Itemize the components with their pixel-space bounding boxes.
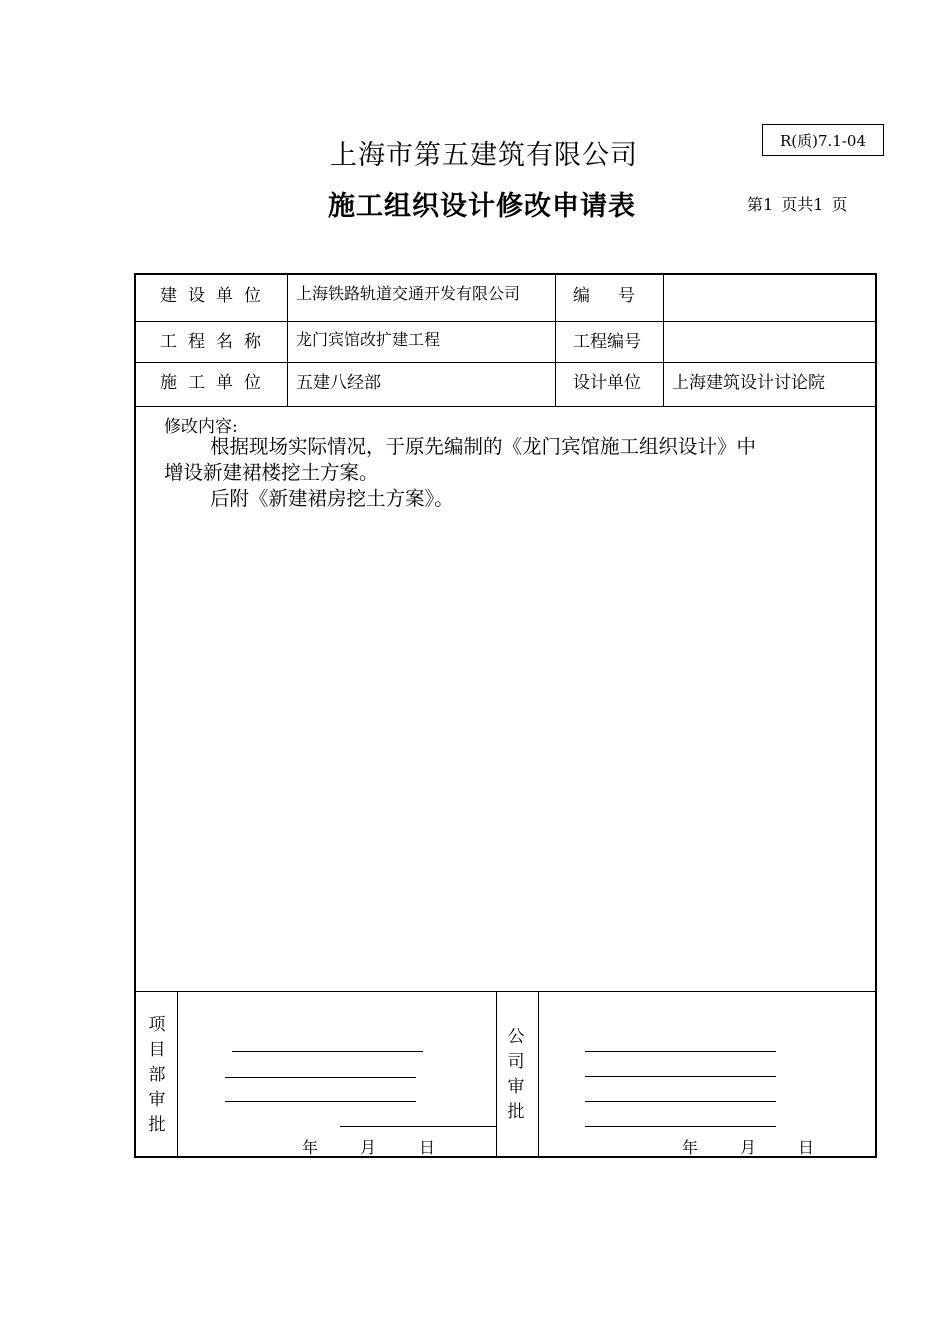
label-char: 批 — [148, 1115, 166, 1135]
modification-heading: 修改内容: — [164, 417, 238, 437]
signature-line[interactable] — [232, 1051, 423, 1052]
project-number-label: 工程编号 — [573, 332, 641, 352]
date-month: 月 — [360, 1138, 377, 1157]
project-name-value: 龙门宾馆改扩建工程 — [296, 330, 441, 349]
label-char: 司 — [507, 1052, 525, 1072]
label-char: 批 — [507, 1102, 525, 1122]
signature-line[interactable] — [585, 1101, 776, 1102]
label-char: 项 — [148, 1015, 166, 1035]
date-day: 日 — [419, 1138, 436, 1157]
content-line: 根据现场实际情况，于原先编制的《龙门宾馆施工组织设计》中 — [210, 435, 757, 458]
contractor-label: 施工单位 — [160, 373, 272, 393]
design-unit-value: 上海建筑设计讨论院 — [672, 373, 825, 393]
construction-unit-value: 上海铁路轨道交通开发有限公司 — [296, 284, 521, 303]
document-title: 施工组织设计修改申请表 — [328, 191, 636, 222]
date-year: 年 — [302, 1138, 319, 1157]
project-name-label: 工程名称 — [160, 332, 272, 352]
row-divider — [136, 406, 875, 407]
date-day: 日 — [798, 1138, 815, 1157]
project-dept-approval-label — [147, 1013, 167, 1138]
date-month: 月 — [740, 1138, 757, 1157]
signature-line[interactable] — [340, 1126, 496, 1127]
contractor-value: 五建八经部 — [296, 373, 381, 393]
column-divider — [287, 275, 288, 406]
signature-line[interactable] — [585, 1076, 776, 1077]
company-name: 上海市第五建筑有限公司 — [330, 140, 638, 171]
modification-content — [164, 434, 756, 512]
column-divider — [177, 991, 178, 1156]
row-divider — [136, 321, 875, 322]
page-info: 第1 页共1 页 — [747, 195, 848, 214]
construction-unit-label: 建设单位 — [160, 286, 272, 306]
label-char: 目 — [148, 1040, 166, 1060]
content-line: 后附《新建裙房挖土方案》。 — [210, 487, 454, 510]
label-char: 公 — [507, 1027, 525, 1047]
signature-line[interactable] — [585, 1126, 776, 1127]
company-approval-label — [506, 1025, 526, 1125]
column-divider — [663, 275, 664, 406]
signature-line[interactable] — [225, 1077, 416, 1078]
column-divider — [538, 991, 539, 1156]
row-divider — [136, 362, 875, 363]
label-char: 审 — [148, 1090, 166, 1110]
date-year: 年 — [682, 1138, 699, 1157]
signature-line[interactable] — [585, 1051, 776, 1052]
content-line: 增设新建裙楼挖土方案。 — [164, 461, 379, 484]
signature-line[interactable] — [225, 1101, 416, 1102]
application-form-table — [134, 273, 877, 1158]
form-code-box: R(质)7.1-04 — [762, 124, 884, 156]
column-divider — [555, 275, 556, 406]
column-divider — [496, 991, 497, 1156]
design-unit-label: 设计单位 — [573, 373, 641, 393]
row-divider — [136, 991, 875, 992]
label-char: 部 — [148, 1065, 166, 1085]
serial-number-label: 编号 — [573, 286, 663, 306]
label-char: 审 — [507, 1077, 525, 1097]
